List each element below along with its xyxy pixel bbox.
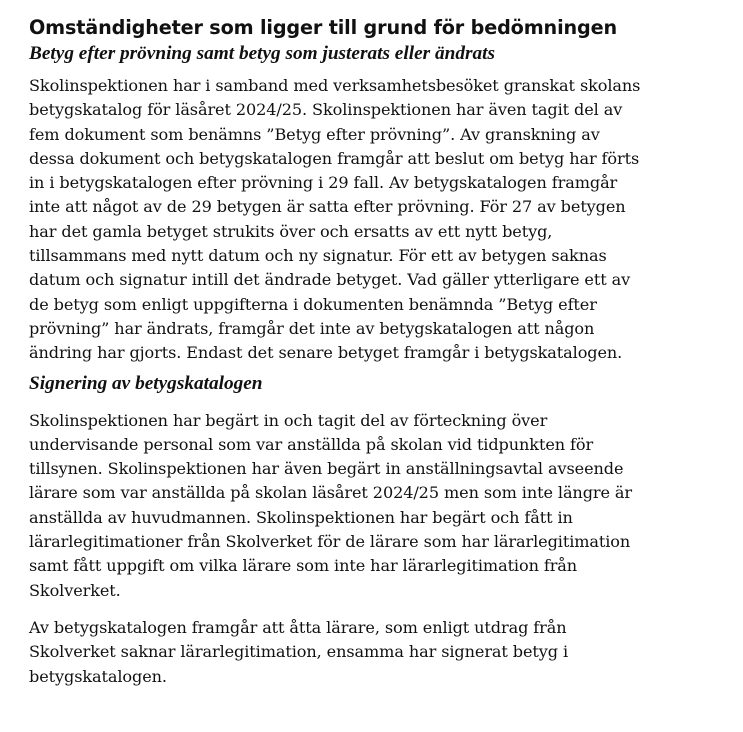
paragraph-line: in i betygskatalogen efter prövning i 29 fall. Av betygskatalogen framgår	[29, 173, 618, 193]
paragraph-line: anställda av huvudmannen. Skolinspektionen har begärt och fått in	[29, 507, 573, 527]
paragraph-line: Skolverket.	[29, 580, 121, 600]
paragraph-line: har det gamla betyget strukits över och ersatts av ett nytt betyg,	[29, 221, 553, 241]
paragraph-line: tillsynen. Skolinspektionen har även begärt in anställningsavtal avseende	[29, 459, 624, 479]
paragraph-line: de betyg som enligt uppgifterna i dokumenten benämnda ”Betyg efter	[29, 294, 597, 314]
paragraph-line: Skolinspektionen har begärt in och tagit del av förteckning över	[29, 410, 548, 430]
paragraph-line: inte att något av de 29 betygen är satta efter prövning. För 27 av betygen	[29, 197, 626, 217]
paragraph-line: ändring har gjorts. Endast det senare betyget framgår i betygskatalogen.	[29, 343, 623, 363]
paragraph-line: tillsammans med nytt datum och ny signatur. För ett av betygen saknas	[29, 246, 607, 266]
paragraph-line: betygskatalogen.	[29, 666, 167, 686]
paragraph-line: betygskatalog för läsåret 2024/25. Skolinspektionen har även tagit del av	[29, 100, 623, 120]
subsection-heading: Signering av betygskatalogen	[29, 372, 263, 394]
paragraph-line: Skolverket saknar lärarlegitimation, ensamma har signerat betyg i	[29, 642, 569, 662]
paragraph-line: prövning” har ändrats, framgår det inte av betygskatalogen att någon	[29, 318, 595, 338]
document-page	[29, 14, 729, 689]
paragraph-line: dessa dokument och betygskatalogen framgår att beslut om betyg har förts	[29, 148, 640, 168]
paragraph-line: fem dokument som benämns ”Betyg efter prövning”. Av granskning av	[29, 124, 600, 144]
paragraph-line: undervisande personal som var anställda på skolan vid tidpunkten för	[29, 434, 594, 454]
section-heading: Omständigheter som ligger till grund för bedömningen	[29, 16, 617, 39]
paragraph-line: Av betygskatalogen framgår att åtta lärare, som enligt utdrag från	[29, 617, 567, 637]
paragraph-line: Skolinspektionen har i samband med verksamhetsbesöket granskat skolans	[29, 76, 641, 95]
section-subheading: Betyg efter prövning samt betyg som justerats eller ändrats	[29, 43, 495, 64]
paragraph-staff-records	[29, 409, 729, 603]
paragraph-grading-after-exam	[29, 74, 729, 366]
paragraph-line: lärare som var anställda på skolan läsåret 2024/25 men som inte längre är	[29, 483, 633, 503]
paragraph-unlicensed-teachers	[29, 616, 729, 689]
paragraph-line: lärarlegitimationer från Skolverket för de lärare som har lärarlegitimation	[29, 532, 631, 552]
paragraph-line: samt fått uppgift om vilka lärare som inte har lärarlegitimation från	[29, 556, 578, 576]
paragraph-line: datum och signatur intill det ändrade betyget. Vad gäller ytterligare ett av	[29, 270, 631, 290]
